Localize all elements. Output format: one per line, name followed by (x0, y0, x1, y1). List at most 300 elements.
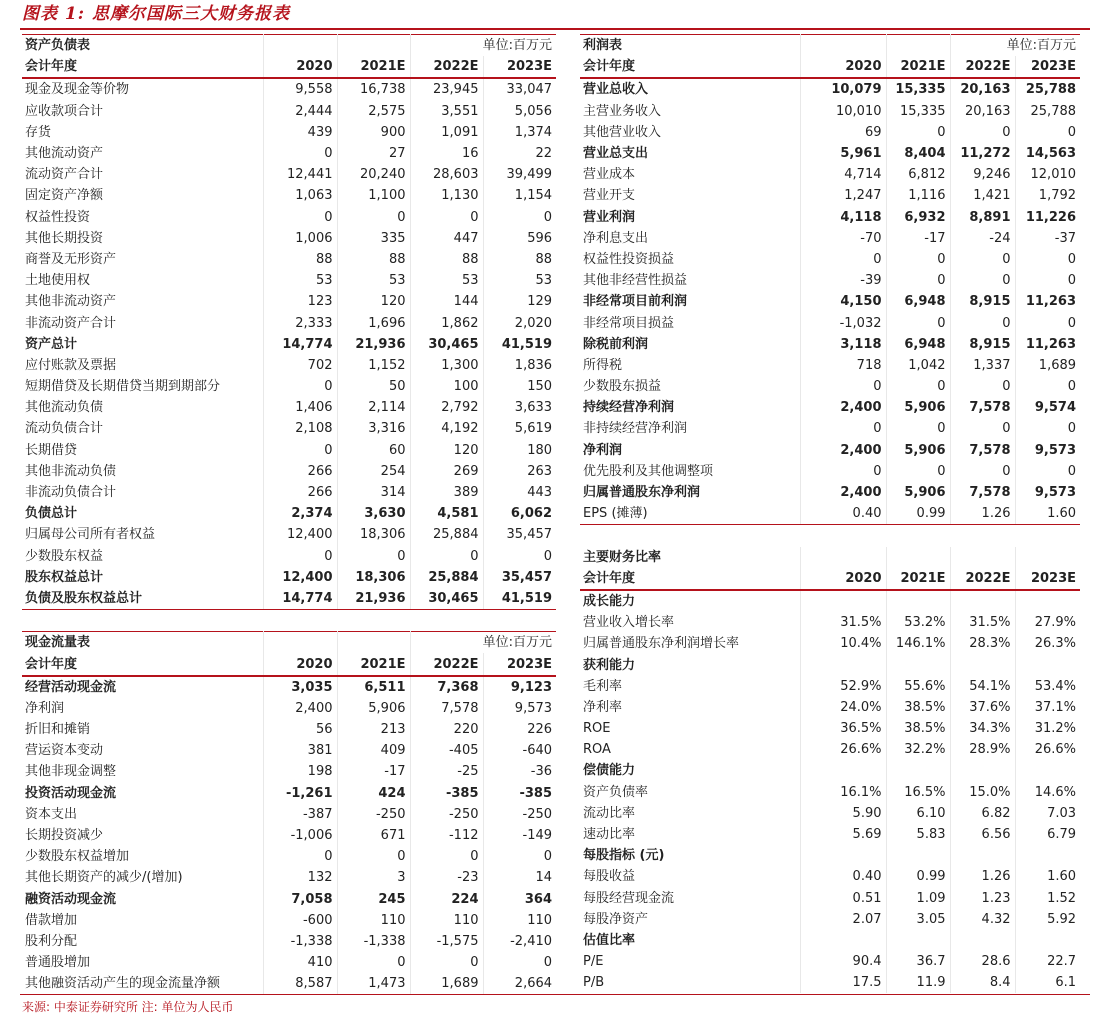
cash-flow-header (22, 632, 556, 654)
year-header-cell: 2023E (483, 653, 556, 675)
value-cell: 60 (337, 440, 410, 461)
value-cell: 25,884 (410, 524, 483, 545)
value-cell: 7,578 (950, 397, 1015, 418)
row-label: 资产负债率 (580, 782, 800, 803)
value-cell: 38.5% (886, 697, 950, 718)
value-cell: 6,948 (886, 334, 950, 355)
value-cell: 4,714 (800, 164, 886, 185)
row-label: 投资活动现金流 (22, 783, 263, 804)
figure-title: 图表 1: 思摩尔国际三大财务报表 (22, 4, 290, 24)
value-cell: 9,573 (1034, 485, 1077, 501)
value-cell: 53.2% (886, 612, 950, 633)
value-cell: 263 (527, 463, 553, 479)
table-row (22, 783, 556, 804)
value-cell: 9,558 (263, 78, 337, 100)
table-row (22, 546, 556, 567)
value-cell: 5,056 (514, 103, 553, 119)
value-cell: 54.1% (950, 676, 1015, 697)
value-cell: 0 (263, 846, 337, 867)
row-label: 每股净资产 (580, 909, 800, 930)
blank-cell (950, 930, 1015, 951)
value-cell: 16.5% (886, 782, 950, 803)
ratio-section-label: 每股指标 (元) (580, 845, 800, 866)
blank-cell (1015, 654, 1080, 675)
value-cell: 335 (337, 228, 410, 249)
value-cell: 31.5% (950, 612, 1015, 633)
row-label: ROA (580, 739, 800, 760)
value-cell: 5.90 (800, 803, 886, 824)
blank-cell (483, 610, 556, 632)
row-label: 普通股增加 (22, 952, 263, 973)
value-cell: 1,042 (886, 355, 950, 376)
table-row (580, 355, 1080, 376)
value-cell: 15,335 (886, 101, 950, 122)
table-row (580, 397, 1080, 418)
table-row (580, 503, 1080, 525)
row-label: 资产总计 (22, 334, 263, 355)
year-header-row (580, 56, 1080, 78)
value-cell: 88 (263, 249, 337, 270)
value-cell: 8.4 (950, 972, 1015, 993)
table-row (580, 185, 1080, 206)
value-cell: 6.56 (950, 824, 1015, 845)
value-cell: 144 (410, 291, 483, 312)
table-row (580, 718, 1080, 739)
table-row (22, 973, 556, 994)
value-cell: 129 (527, 294, 553, 310)
value-cell: 16,738 (337, 78, 410, 100)
blank-cell (886, 525, 950, 547)
value-cell: 7,368 (410, 676, 483, 698)
year-header-cell: 2021E (886, 568, 950, 590)
blank-cell (950, 525, 1015, 547)
blank-cell (800, 760, 886, 781)
value-cell: 4,192 (410, 418, 483, 439)
table-row (580, 697, 1080, 718)
value-cell: 0.99 (886, 866, 950, 887)
blank-cell (800, 547, 886, 568)
value-cell: 11,226 (1025, 209, 1077, 225)
blank-cell (886, 590, 950, 612)
row-label: 营运资本变动 (22, 740, 263, 761)
value-cell: 0 (800, 461, 886, 482)
value-cell: 20,163 (950, 78, 1015, 100)
value-cell: 1,100 (337, 185, 410, 206)
row-label: 优先股利及其他调整项 (580, 461, 800, 482)
value-cell: 0 (337, 207, 410, 228)
value-cell: 41,519 (483, 588, 556, 610)
year-header-label: 会计年度 (22, 56, 263, 78)
value-cell: -250 (337, 804, 410, 825)
value-cell: 0 (886, 122, 950, 143)
table-row (580, 782, 1080, 803)
value-cell: 8,404 (886, 143, 950, 164)
blank-cell (800, 35, 886, 57)
row-label: 折旧和摊销 (22, 719, 263, 740)
value-cell: 0 (263, 440, 337, 461)
value-cell: 9,246 (950, 164, 1015, 185)
right-financial-table (580, 34, 1080, 993)
value-cell: 0 (410, 952, 483, 973)
value-cell: 364 (524, 891, 553, 907)
value-cell: 0 (410, 207, 483, 228)
year-header-cell: 2023E (1015, 56, 1080, 78)
year-header-label: 会计年度 (580, 56, 800, 78)
row-label: 其他长期投资 (22, 228, 263, 249)
table-row (22, 397, 556, 418)
table-row (22, 910, 556, 931)
row-label: 流动负债合计 (22, 418, 263, 439)
row-label: 其他非流动负债 (22, 461, 263, 482)
value-cell: 12,400 (263, 524, 337, 545)
table-row (580, 122, 1080, 143)
value-cell: 443 (527, 485, 553, 501)
year-header-cell: 2020 (263, 653, 337, 675)
value-cell: 1,154 (514, 188, 553, 204)
ratio-section-row (580, 654, 1080, 675)
value-cell: 0 (886, 461, 950, 482)
value-cell: 35,457 (501, 569, 553, 585)
table-row (22, 376, 556, 397)
value-cell: 7.03 (1047, 805, 1077, 821)
row-label: 资本支出 (22, 804, 263, 825)
table-row (580, 461, 1080, 482)
value-cell: 20,240 (337, 164, 410, 185)
ratio-section-row (580, 845, 1080, 866)
table-row (580, 951, 1080, 972)
value-cell: 10.4% (800, 633, 886, 654)
row-label: 股利分配 (22, 931, 263, 952)
row-label: 少数股东权益 (22, 546, 263, 567)
value-cell: -23 (410, 867, 483, 888)
value-cell: 596 (527, 230, 553, 246)
value-cell: 12,010 (1030, 167, 1077, 183)
table-row (580, 633, 1080, 654)
row-label: 非经常项目损益 (580, 312, 800, 333)
blank-cell (800, 590, 886, 612)
unit-label: 单位:百万元 (410, 632, 556, 654)
value-cell: -2,410 (510, 933, 553, 949)
year-header-cell: 2022E (410, 653, 483, 675)
row-label: 其他非现金调整 (22, 761, 263, 782)
value-cell: -1,338 (337, 931, 410, 952)
value-cell: 1,689 (1038, 357, 1077, 373)
blank-cell (886, 35, 950, 57)
value-cell: -1,338 (263, 931, 337, 952)
value-cell: -39 (800, 270, 886, 291)
row-label: 存货 (22, 122, 263, 143)
value-cell: 1,091 (410, 122, 483, 143)
value-cell: 5,906 (337, 698, 410, 719)
value-cell: 213 (337, 719, 410, 740)
value-cell: 27 (337, 143, 410, 164)
table-row (580, 418, 1080, 439)
value-cell: 1,689 (410, 973, 483, 994)
table-row (22, 804, 556, 825)
value-cell: 9,573 (1034, 442, 1077, 458)
value-cell: 410 (263, 952, 337, 973)
value-cell: 110 (337, 910, 410, 931)
table-row (22, 312, 556, 333)
value-cell: 3,551 (410, 101, 483, 122)
value-cell: 2.07 (800, 909, 886, 930)
value-cell: 702 (263, 355, 337, 376)
row-label: 营业成本 (580, 164, 800, 185)
row-label: 其他营业收入 (580, 122, 800, 143)
table-row (580, 803, 1080, 824)
value-cell: 0 (337, 846, 410, 867)
value-cell: 224 (410, 889, 483, 910)
value-cell: 1,247 (800, 185, 886, 206)
value-cell: 26.6% (1034, 742, 1077, 758)
value-cell: 33,047 (506, 82, 553, 98)
value-cell: 0 (886, 249, 950, 270)
value-cell: 1.09 (886, 888, 950, 909)
value-cell: 6.79 (1047, 827, 1077, 843)
value-cell: 26.6% (800, 739, 886, 760)
value-cell: 9,123 (510, 679, 553, 695)
blank-cell (950, 760, 1015, 781)
value-cell: 0 (886, 376, 950, 397)
value-cell: 34.3% (950, 718, 1015, 739)
value-cell: 0 (337, 546, 410, 567)
value-cell: 0 (1067, 463, 1077, 479)
value-cell: 8,587 (263, 973, 337, 994)
value-cell: 31.2% (1034, 721, 1077, 737)
value-cell: 0 (1067, 421, 1077, 437)
table-row (580, 482, 1080, 503)
row-label: 非流动资产合计 (22, 312, 263, 333)
value-cell: 1,374 (514, 124, 553, 140)
value-cell: 226 (527, 722, 553, 738)
row-label: 营业利润 (580, 207, 800, 228)
value-cell: 28.6 (950, 951, 1015, 972)
row-label: 借款增加 (22, 910, 263, 931)
value-cell: 53 (337, 270, 410, 291)
value-cell: 110 (410, 910, 483, 931)
value-cell: 18,306 (337, 567, 410, 588)
year-header-label: 会计年度 (22, 653, 263, 675)
value-cell: 7,578 (950, 482, 1015, 503)
row-label: 持续经营净利润 (580, 397, 800, 418)
value-cell: 1.60 (1047, 869, 1077, 885)
table-row (22, 846, 556, 867)
value-cell: 110 (527, 912, 553, 928)
value-cell: 1,130 (410, 185, 483, 206)
value-cell: -1,006 (263, 825, 337, 846)
row-label: 净利润 (22, 698, 263, 719)
value-cell: 0 (410, 846, 483, 867)
blank-cell (950, 590, 1015, 612)
row-label: 应付账款及票据 (22, 355, 263, 376)
year-header-cell: 2020 (800, 568, 886, 590)
table-row (22, 952, 556, 973)
row-label: 速动比率 (580, 824, 800, 845)
table-row (22, 567, 556, 588)
value-cell: 6,812 (886, 164, 950, 185)
value-cell: 1,006 (263, 228, 337, 249)
value-cell: 0 (410, 546, 483, 567)
value-cell: 0 (263, 376, 337, 397)
value-cell: -112 (410, 825, 483, 846)
ratio-section-label: 成长能力 (580, 590, 800, 612)
value-cell: 6,948 (886, 291, 950, 312)
left-financial-table (22, 34, 556, 994)
row-label: 土地使用权 (22, 270, 263, 291)
value-cell: 53.4% (1034, 678, 1077, 694)
value-cell: 0 (886, 270, 950, 291)
value-cell: 1,406 (263, 397, 337, 418)
value-cell: 88 (410, 249, 483, 270)
value-cell: 23,945 (410, 78, 483, 100)
table-row (22, 291, 556, 312)
value-cell: 5.69 (800, 824, 886, 845)
row-label: 应收款项合计 (22, 101, 263, 122)
row-label: 权益性投资 (22, 207, 263, 228)
row-label: 负债总计 (22, 503, 263, 524)
value-cell: 150 (527, 379, 553, 395)
table-row (580, 249, 1080, 270)
value-cell: 25,788 (1025, 82, 1077, 98)
year-header-cell: 2020 (263, 56, 337, 78)
blank-cell (886, 845, 950, 866)
table-row (580, 291, 1080, 312)
table-row (580, 739, 1080, 760)
value-cell: 26.3% (1034, 636, 1077, 652)
blank-cell (950, 547, 1015, 568)
value-cell: 180 (527, 442, 553, 458)
table-row (22, 270, 556, 291)
value-cell: 3,118 (800, 334, 886, 355)
value-cell: 1,792 (1038, 188, 1077, 204)
table-row (580, 972, 1080, 993)
value-cell: 4.32 (950, 909, 1015, 930)
value-cell: 381 (263, 740, 337, 761)
row-label: 归属母公司所有者权益 (22, 524, 263, 545)
value-cell: 20,163 (950, 101, 1015, 122)
value-cell: 1,337 (950, 355, 1015, 376)
value-cell: 21,936 (337, 334, 410, 355)
value-cell: 6,062 (510, 506, 553, 522)
value-cell: 0 (800, 249, 886, 270)
value-cell: 14,774 (263, 588, 337, 610)
value-cell: 11,272 (950, 143, 1015, 164)
value-cell: 3.05 (886, 909, 950, 930)
value-cell: 10,079 (800, 78, 886, 100)
value-cell: 0 (1067, 251, 1077, 267)
table-row (580, 312, 1080, 333)
table-row (22, 143, 556, 164)
value-cell: 55.6% (886, 676, 950, 697)
value-cell: 9,574 (1034, 400, 1077, 416)
value-cell: 123 (263, 291, 337, 312)
value-cell: 0 (1067, 379, 1077, 395)
value-cell: 4,581 (410, 503, 483, 524)
value-cell: -17 (886, 228, 950, 249)
value-cell: 14,774 (263, 334, 337, 355)
value-cell: 0 (950, 376, 1015, 397)
row-label: 融资活动现金流 (22, 889, 263, 910)
year-header-row (22, 56, 556, 78)
value-cell: 90.4 (800, 951, 886, 972)
table-row (580, 888, 1080, 909)
table-row (580, 78, 1080, 100)
row-label: 所得税 (580, 355, 800, 376)
value-cell: 0 (950, 249, 1015, 270)
value-cell: -25 (410, 761, 483, 782)
value-cell: -385 (519, 785, 553, 801)
blank-cell (263, 610, 337, 632)
table-row (22, 719, 556, 740)
table-row (22, 207, 556, 228)
blank-cell (1015, 590, 1080, 612)
table-row (22, 122, 556, 143)
row-label: EPS (摊薄) (580, 503, 800, 525)
table-row (580, 866, 1080, 887)
spacer-row (580, 525, 1080, 547)
value-cell: 10,010 (800, 101, 886, 122)
blank-cell (22, 610, 263, 632)
table-row (22, 418, 556, 439)
section-title: 现金流量表 (22, 632, 263, 654)
value-cell: 0 (950, 418, 1015, 439)
blank-cell (337, 35, 410, 57)
value-cell: 2,664 (514, 976, 553, 992)
income-statement-header (580, 35, 1080, 57)
row-label: 非流动负债合计 (22, 482, 263, 503)
table-row (22, 101, 556, 122)
value-cell: 0 (950, 312, 1015, 333)
value-cell: 0.40 (800, 866, 886, 887)
value-cell: 25,788 (1030, 103, 1077, 119)
value-cell: -600 (263, 910, 337, 931)
row-label: 主营业务收入 (580, 101, 800, 122)
value-cell: 5.83 (886, 824, 950, 845)
value-cell: 21,936 (337, 588, 410, 610)
value-cell: 1.52 (1047, 890, 1077, 906)
row-label: 净利率 (580, 697, 800, 718)
section-title: 主要财务比率 (580, 547, 800, 568)
year-header-cell: 2021E (337, 653, 410, 675)
value-cell: 88 (535, 251, 553, 267)
value-cell: 31.5% (800, 612, 886, 633)
blank-cell (1015, 845, 1080, 866)
value-cell: 69 (800, 122, 886, 143)
value-cell: 6.10 (886, 803, 950, 824)
value-cell: 1,063 (263, 185, 337, 206)
row-label: 股东权益总计 (22, 567, 263, 588)
value-cell: 11.9 (886, 972, 950, 993)
value-cell: 18,306 (337, 524, 410, 545)
value-cell: 12,441 (263, 164, 337, 185)
value-cell: -250 (410, 804, 483, 825)
blank-cell (800, 930, 886, 951)
value-cell: 30,465 (410, 334, 483, 355)
value-cell: -405 (410, 740, 483, 761)
row-label: 固定资产净额 (22, 185, 263, 206)
value-cell: 7,058 (263, 889, 337, 910)
table-row (22, 867, 556, 888)
value-cell: 7,578 (410, 698, 483, 719)
value-cell: 2,333 (263, 312, 337, 333)
row-label: 长期借贷 (22, 440, 263, 461)
table-row (580, 143, 1080, 164)
ratio-section-label: 估值比率 (580, 930, 800, 951)
value-cell: 5,906 (886, 397, 950, 418)
value-cell: 36.5% (800, 718, 886, 739)
value-cell: 0.51 (800, 888, 886, 909)
value-cell: 0 (950, 270, 1015, 291)
